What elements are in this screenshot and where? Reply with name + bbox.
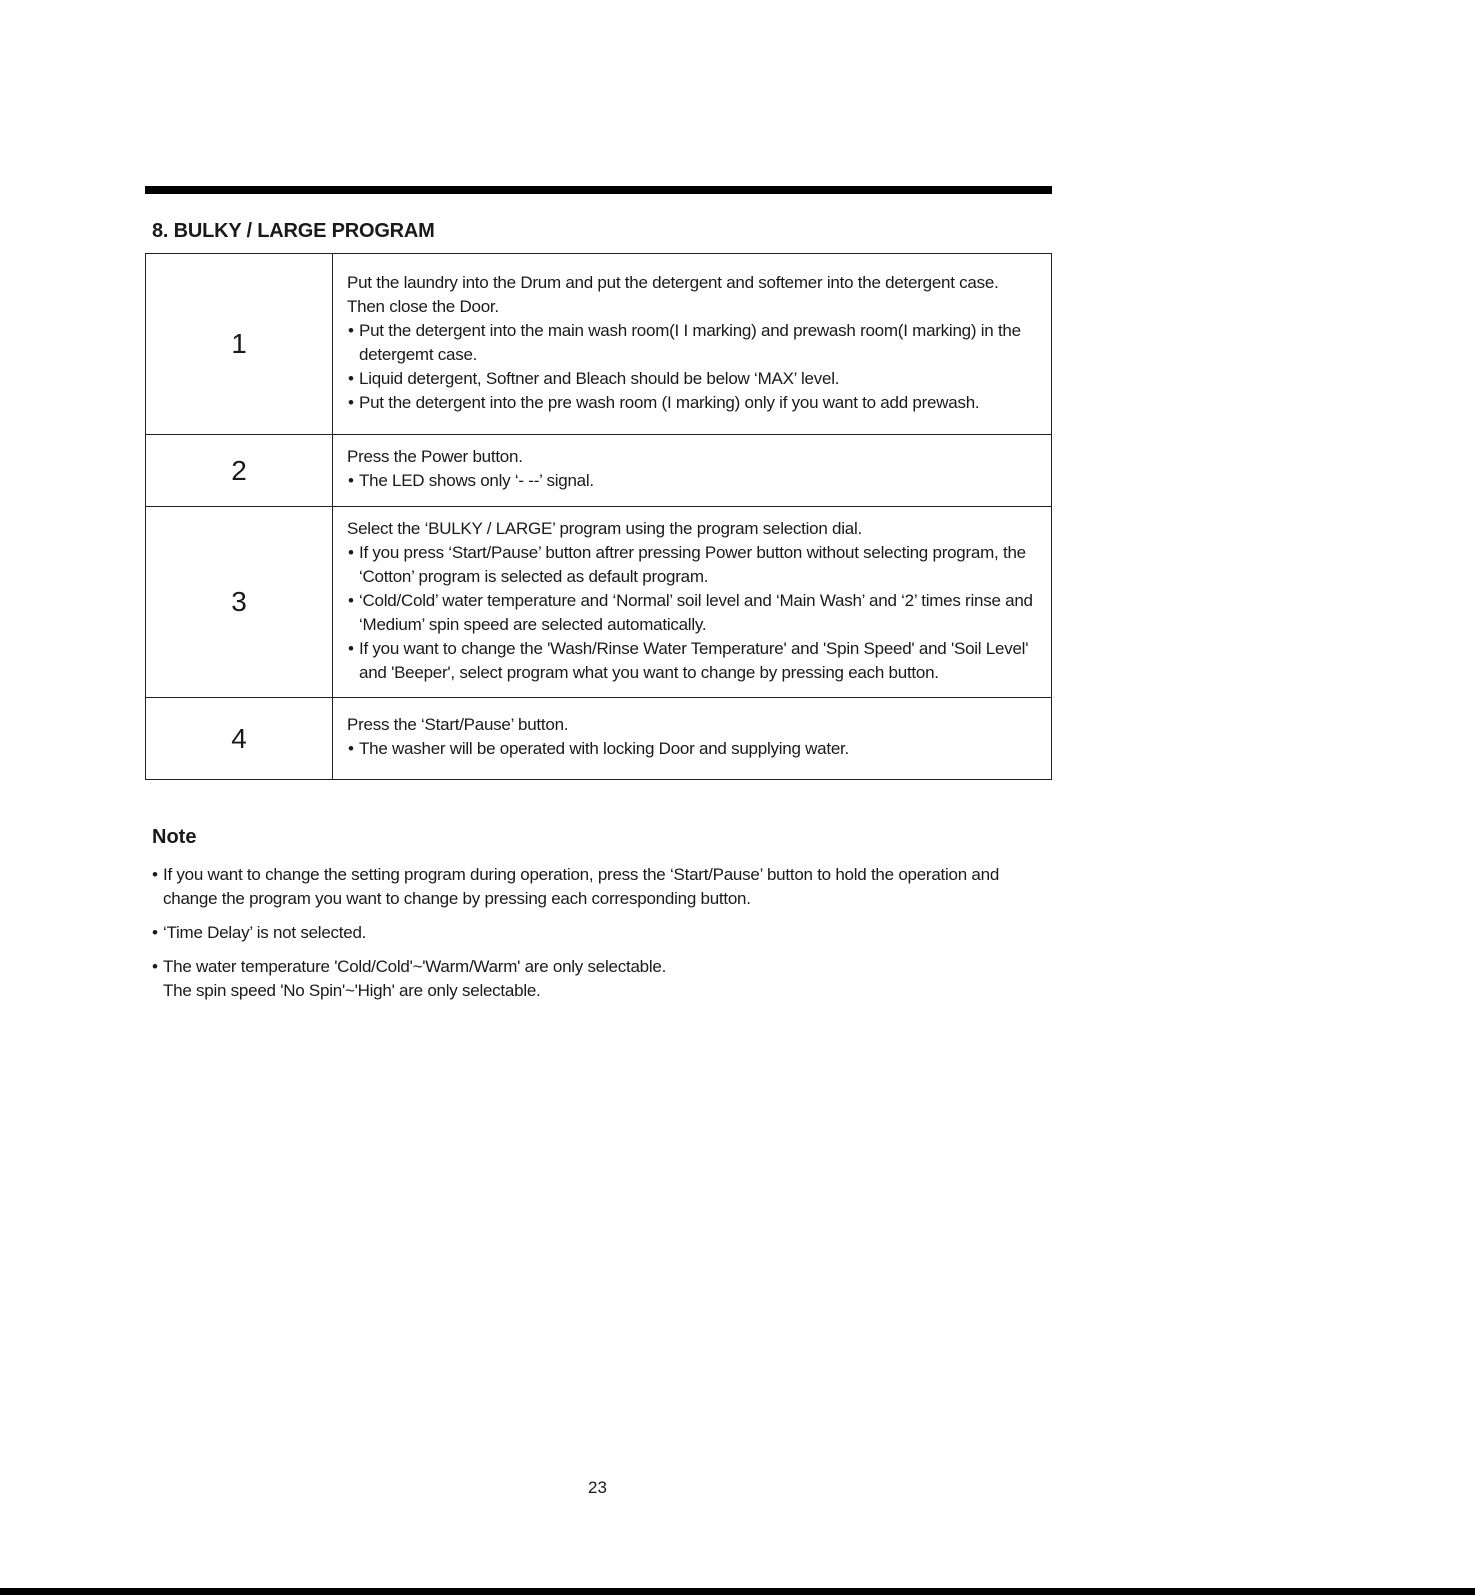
bullet-glyph: •	[152, 923, 158, 942]
step-row-3	[146, 507, 1052, 698]
step-number: 2	[146, 435, 333, 507]
section-title: 8. BULKY / LARGE PROGRAM	[152, 220, 435, 242]
step-description	[333, 698, 1052, 780]
note-item: • ‘Time Delay’ is not selected.	[150, 921, 1050, 945]
bullet-glyph: •	[152, 865, 158, 884]
step-description	[333, 254, 1052, 435]
bullet-glyph: •	[348, 542, 354, 562]
step-row-2	[146, 435, 1052, 507]
bullet-glyph: •	[348, 320, 354, 340]
step-bullet: • Put the detergent into the pre wash room (I marking) only if you want to add prewash.	[347, 391, 1045, 415]
note-item: • The water temperature 'Cold/Cold'~'Warm/Warm' are only selectable. The spin speed 'No Spin'~'High' are only selectable.	[152, 957, 667, 1000]
bullet-glyph: •	[348, 638, 354, 658]
step-bullet: • Liquid detergent, Softner and Bleach should be below ‘MAX’ level.	[347, 367, 1045, 391]
page-number: 23	[588, 1478, 607, 1497]
step-text: Then close the Door.	[347, 296, 499, 316]
step-bullet: • If you want to change the 'Wash/Rinse Water Temperature' and 'Spin Speed' and 'Soil Level' and 'Beeper', select program what you want to change by pressing each button.	[348, 638, 1029, 682]
step-description	[333, 507, 1052, 698]
step-bullet: • If you press ‘Start/Pause’ button aftrer pressing Power button without selecting program, the ‘Cotton’ program is selected as default program.	[348, 542, 1026, 586]
note-item: • If you want to change the setting program during operation, press the ‘Start/Pause’ button to hold the operation and change the program you want to change by pressing each corresponding button.	[152, 865, 1000, 908]
step-row-1	[146, 254, 1052, 435]
step-number: 4	[146, 698, 333, 780]
bottom-rule	[0, 1588, 1475, 1595]
bullet-glyph: •	[348, 392, 354, 412]
step-text: Put the laundry into the Drum and put the detergent and softemer into the detergent case.	[347, 272, 999, 292]
step-number: 3	[146, 507, 333, 698]
step-bullet: • The washer will be operated with locking Door and supplying water.	[347, 737, 1045, 761]
step-bullet: • ‘Cold/Cold’ water temperature and ‘Normal’ soil level and ‘Main Wash’ and ‘2’ times rinse and ‘Medium’ spin speed are selected automatically.	[348, 590, 1033, 634]
step-text: Press the Power button.	[347, 447, 523, 466]
step-text: Press the ‘Start/Pause’ button.	[347, 715, 569, 734]
note-list	[150, 863, 1050, 1013]
step-bullet: • The LED shows only ‘- --’ signal.	[347, 469, 1045, 493]
step-description	[333, 435, 1052, 507]
top-rule	[145, 186, 1052, 194]
bullet-glyph: •	[348, 590, 354, 610]
step-text: Select the ‘BULKY / LARGE’ program using the program selection dial.	[347, 518, 862, 538]
note-heading: Note	[152, 826, 197, 848]
bullet-glyph: •	[348, 368, 354, 388]
steps-table	[145, 253, 1052, 780]
step-number: 1	[146, 254, 333, 435]
step-row-4	[146, 698, 1052, 780]
step-bullet: • Put the detergent into the main wash room(I I marking) and prewash room(I marking) in the detergemt case.	[348, 320, 1021, 364]
bullet-glyph: •	[152, 957, 158, 976]
bullet-glyph: •	[348, 739, 354, 758]
bullet-glyph: •	[348, 471, 354, 490]
